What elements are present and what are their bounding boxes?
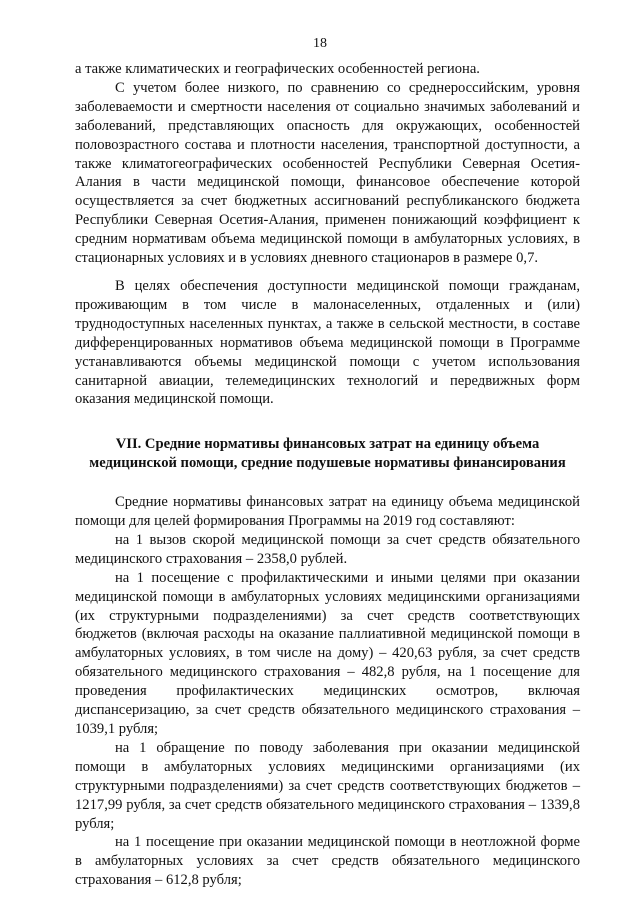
paragraph-preventive-visit: на 1 посещение с профилактическими и иными целями при оказании медицинской помощи в амбулаторных условиях медицинскими организациями (их структурными подразделениями) за счет средств соответствующих бюджетов (включая расходы на оказание паллиативной медицинской помощи в амбулаторных условиях, в том числе на дому) – 420,63 рубля, за счет средств обязательного медицинского страхования – 482,8 рубля, на 1 посещение для проведения профилактических медицинских осмотров, включая диспансеризацию, за счет средств обязательного медицинского страхования – 1039,1 рубля;	[75, 569, 580, 737]
paragraph-coefficient: С учетом более низкого, по сравнению со среднероссийским, уровня заболеваемости и смертности населения от социально значимых заболеваний и заболеваний, представляющих опасность для окружающих, особенностей половозрастного состава и плотности населения, транспортной доступности, а также климатогеографических особенностей Республики Северная Осетия-Алания в части медицинской помощи, финансовое обеспечение которой осуществляется за счет бюджетных ассигнований республиканского бюджета Республики Северная Осетия-Алания, применен понижающий коэффициент к средним нормативам объема медицинской помощи в амбулаторных условиях, в стационарных условиях и в условиях дневного стационаров в размере 0,7.	[75, 79, 580, 267]
paragraph-disease-appeal: на 1 обращение по поводу заболевания при оказании медицинской помощи в амбулаторных условиях медицинскими организациями (их структурными подразделениями) за счет средств соответствующих бюджетов – 1217,99 рубля, за счет средств обязательного медицинского страхования – 1339,8 рубля;	[75, 739, 580, 832]
paragraph-urgent-visit: на 1 посещение при оказании медицинской помощи в неотложной форме в амбулаторных условиях за счет средств обязательного медицинского страхования – 612,8 рубля;	[75, 834, 580, 889]
section-heading	[75, 435, 580, 473]
paragraph-intro: Средние нормативы финансовых затрат на единицу объема медицинской помощи для целей формирования Программы на 2019 год составляют:	[75, 494, 580, 530]
paragraph-accessibility: В целях обеспечения доступности медицинской помощи гражданам, проживающим в том числе в малонаселенных, отдаленных и (или) труднодоступных населенных пунктах, а также в сельской местности, в составе дифференцированных нормативов объема медицинской помощи в Программе устанавливаются объемы медицинской помощи с учетом использования санитарной авиации, телемедицинских технологий и передвижных форм оказания медицинской помощи.	[75, 277, 580, 408]
section-heading-line-2: медицинской помощи, средние подушевые нормативы финансирования	[89, 455, 566, 472]
paragraph-continuation: а также климатических и географических особенностей региона.	[75, 61, 480, 77]
page-number: 18	[313, 36, 327, 51]
document-body	[75, 60, 580, 890]
section-heading-line-1: VII. Средние нормативы финансовых затрат на единицу объема	[115, 436, 540, 453]
paragraph-ambulance-call: на 1 вызов скорой медицинской помощи за счет средств обязательного медицинского страхования – 2358,0 рублей.	[75, 531, 580, 567]
